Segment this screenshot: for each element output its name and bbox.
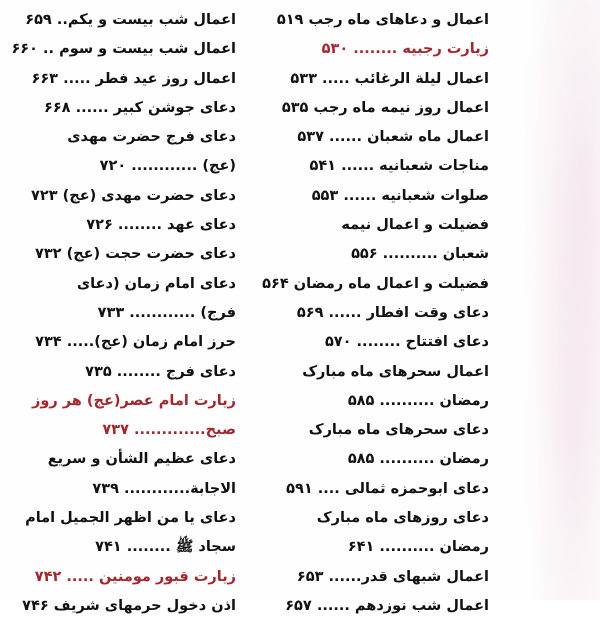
toc-entry: اعمال شب بیست و سوم .. ۶۶۰ (11, 41, 236, 58)
toc-entry: زیارت امام عصر(عج) هر روز (32, 392, 236, 409)
toc-entry: اعمال روز نیمه ماه رجب ۵۳۵ (281, 99, 489, 116)
toc-entry: اعمال و دعاهای ماه رجب ۵۱۹ (276, 12, 489, 28)
toc-entry: اعمال شب بیست و یکم.. ۶۵۹ (25, 12, 236, 28)
toc-entry: اعمال سحرهای ماه مبارک (302, 363, 489, 380)
toc-entry: فرج) ............ ۷۳۳ (97, 304, 236, 321)
toc-entry: شعبان .......... ۵۵۶ (351, 246, 489, 263)
toc-entry: اعمال شب نوزدهم ...... ۶۵۷ (285, 597, 489, 614)
toc-entry: رمضان .......... ۵۸۵ (347, 451, 489, 468)
toc-entry: دعای روزهای ماه مبارک (316, 510, 489, 527)
toc-entry: دعای حضرت مهدی (عج) ۷۲۳ (31, 187, 236, 204)
toc-entry: اعمال ماه شعبان ...... ۵۳۷ (297, 129, 489, 146)
toc-column-right (262, 6, 489, 621)
toc-entry: دعای یا من اظهر الجمیل امام (25, 510, 236, 527)
toc-entry: الاجابة............ ۷۳۹ (92, 480, 236, 497)
toc-entry: دعای حضرت حجت (عج) ۷۳۲ (34, 246, 236, 263)
toc-entry: اذن دخول حرمهای شریف ۷۴۶ (22, 597, 236, 614)
toc-entry: زیارت قبور مومنین ..... ۷۴۲ (34, 568, 236, 585)
toc-entry: اعمال روز عید فطر ..... ۶۶۳ (31, 70, 236, 87)
toc-entry: فضیلت و اعمال نیمه (341, 217, 489, 234)
toc-entry: (عج) ............ ۷۲۰ (99, 158, 236, 175)
toc-entry: دعای ابوحمزه ثمالی .... ۵۹۱ (286, 480, 489, 497)
decorative-ornament (510, 0, 600, 600)
toc-entry: اعمال لیلة الرغائب ..... ۵۳۳ (290, 70, 489, 87)
toc-entry: زیارت رجبیه ........ ۵۳۰ (321, 41, 489, 58)
toc-entry: دعای جوشن کبیر ...... ۶۶۸ (43, 99, 236, 116)
toc-entry: اعمال شبهای قدر...... ۶۵۳ (296, 568, 489, 585)
toc-entry: رمضان .......... ۶۴۱ (347, 539, 489, 556)
toc-entry: سجاد ﷺ ........ ۷۴۱ (95, 539, 236, 556)
toc-entry: دعای فرج حضرت مهدی (67, 129, 236, 146)
toc-entry: دعای فرج ........ ۷۳۵ (85, 363, 236, 380)
toc-entry: مناجات شعبانیه ...... ۵۴۱ (309, 158, 489, 175)
toc-entry: فضیلت و اعمال ماه رمضان ۵۶۴ (262, 275, 489, 292)
toc-column-left (11, 6, 236, 621)
toc-entry: دعای سحرهای ماه مبارک (308, 422, 489, 439)
toc-entry: رمضان .......... ۵۸۵ (347, 392, 489, 409)
toc-entry: صلوات شعبانیه ...... ۵۵۳ (311, 187, 489, 204)
toc-entry: دعای عهد ........ ۷۲۶ (86, 217, 236, 234)
toc-entry: دعای عظیم الشأن و سریع (47, 451, 236, 468)
toc-entry: دعای افتتاح ........ ۵۷۰ (324, 334, 489, 351)
toc-entry: دعای امام زمان (دعای (76, 275, 236, 292)
toc-entry: حرز امام زمان (عج)..... ۷۳۴ (35, 334, 236, 351)
toc-entry: صبح............. ۷۳۷ (102, 422, 236, 439)
toc-entry: دعای وقت افطار ...... ۵۶۹ (296, 304, 489, 321)
